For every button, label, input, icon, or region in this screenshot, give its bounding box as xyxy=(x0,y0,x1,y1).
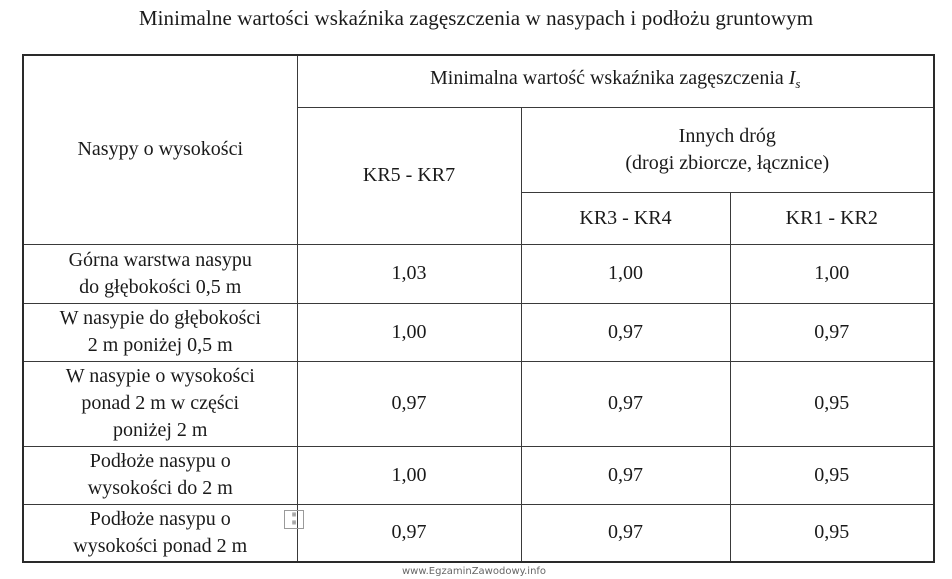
watermark-text: www.EgzaminZawodowy.info xyxy=(402,566,547,577)
table-row xyxy=(23,244,934,303)
table-row xyxy=(23,504,934,562)
value-kr5-kr7: 1,03 xyxy=(297,244,521,303)
row-label: W nasypie o wysokości ponad 2 m w części poniżej 2 m xyxy=(23,361,297,446)
value-kr3-kr4: 0,97 xyxy=(521,361,730,446)
row-label: Podłoże nasypu o wysokości ponad 2 m xyxy=(23,504,297,562)
group-header-text: Minimalna wartość wskaźnika zagęszczenia xyxy=(430,67,784,90)
col-header-kr1-kr2: KR1 - KR2 xyxy=(730,192,934,244)
row-header-cell: Nasypy o wysokości xyxy=(23,55,297,244)
table-row xyxy=(23,446,934,504)
value-kr3-kr4: 0,97 xyxy=(521,303,730,361)
table-row xyxy=(23,361,934,446)
row-label: W nasypie do głębokości 2 m poniżej 0,5 m xyxy=(23,303,297,361)
other-roads-line1: Innych dróg xyxy=(678,124,776,147)
value-kr1-kr2: 0,97 xyxy=(730,303,934,361)
other-roads-header xyxy=(521,107,934,192)
table-row xyxy=(23,303,934,361)
value-kr5-kr7: 1,00 xyxy=(297,303,521,361)
value-kr1-kr2: 0,95 xyxy=(730,504,934,562)
row-label: Górna warstwa nasypu do głębokości 0,5 m xyxy=(23,244,297,303)
value-kr1-kr2: 0,95 xyxy=(730,361,934,446)
value-kr3-kr4: 0,97 xyxy=(521,446,730,504)
value-kr1-kr2: 0,95 xyxy=(730,446,934,504)
value-kr3-kr4: 0,97 xyxy=(521,504,730,562)
col-header-kr3-kr4: KR3 - KR4 xyxy=(521,192,730,244)
col-header-kr5-kr7: KR5 - KR7 xyxy=(297,107,521,244)
row-label: Podłoże nasypu o wysokości do 2 m xyxy=(23,446,297,504)
other-roads-line2: (drogi zbiorcze, łącznice) xyxy=(625,151,830,174)
page-title: Minimalne wartości wskaźnika zagęszczenia w nasypach i podłożu gruntowym xyxy=(138,6,814,30)
value-kr3-kr4: 1,00 xyxy=(521,244,730,303)
is-symbol: $I_s$ xyxy=(788,67,801,92)
value-kr5-kr7: 0,97 xyxy=(297,361,521,446)
value-kr1-kr2: 1,00 xyxy=(730,244,934,303)
header-row-1 xyxy=(23,55,934,107)
watermark-logo-icon: ▦ ▦ xyxy=(284,510,304,529)
group-header-cell xyxy=(297,55,934,107)
value-kr5-kr7: 1,00 xyxy=(297,446,521,504)
value-kr5-kr7: 0,97 xyxy=(297,504,521,562)
compaction-table xyxy=(22,54,935,563)
